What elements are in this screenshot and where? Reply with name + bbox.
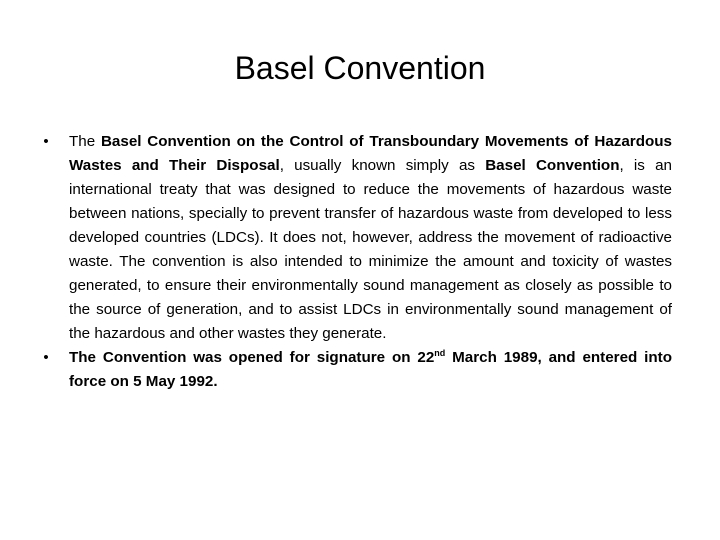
bullet-text: The — [69, 133, 101, 150]
slide-title: Basel Convention — [234, 50, 486, 86]
bullet-bold-text: Basel Convention on the Control of Transboundary Movements of Hazardous Wastes and Their Disposal — [69, 133, 672, 174]
bullet-text: , usually known simply as — [279, 157, 486, 174]
bullet-item-definition — [36, 130, 672, 346]
bullet-bold-text: Basel Convention — [485, 157, 620, 174]
bullet-bold-text: March 1989, and entered into force on 5 May 1992. — [69, 349, 672, 390]
bullet-text: , is an international treaty that was designed to reduce the movements of hazardous waste between nations, specially to prevent transfer of hazardous waste from developed to less developed countries (LDCs). It does not, however, address the movement of radioactive waste. The convention is also intended to minimize the amount and toxicity of wastes generated, to ensure their environmentally sound management as closely as possible to the source of generation, and to assist LDCs in environmentally sound management of the hazardous and other wastes they generate. — [69, 157, 672, 342]
bullet-icon: • — [43, 349, 49, 366]
bullet-icon: • — [43, 133, 49, 150]
bullet-item-dates — [36, 346, 672, 394]
ordinal-suffix: nd — [434, 348, 446, 358]
bullet-list — [36, 130, 672, 394]
bullet-bold-text: The Convention was opened for signature on 22 — [69, 349, 435, 366]
